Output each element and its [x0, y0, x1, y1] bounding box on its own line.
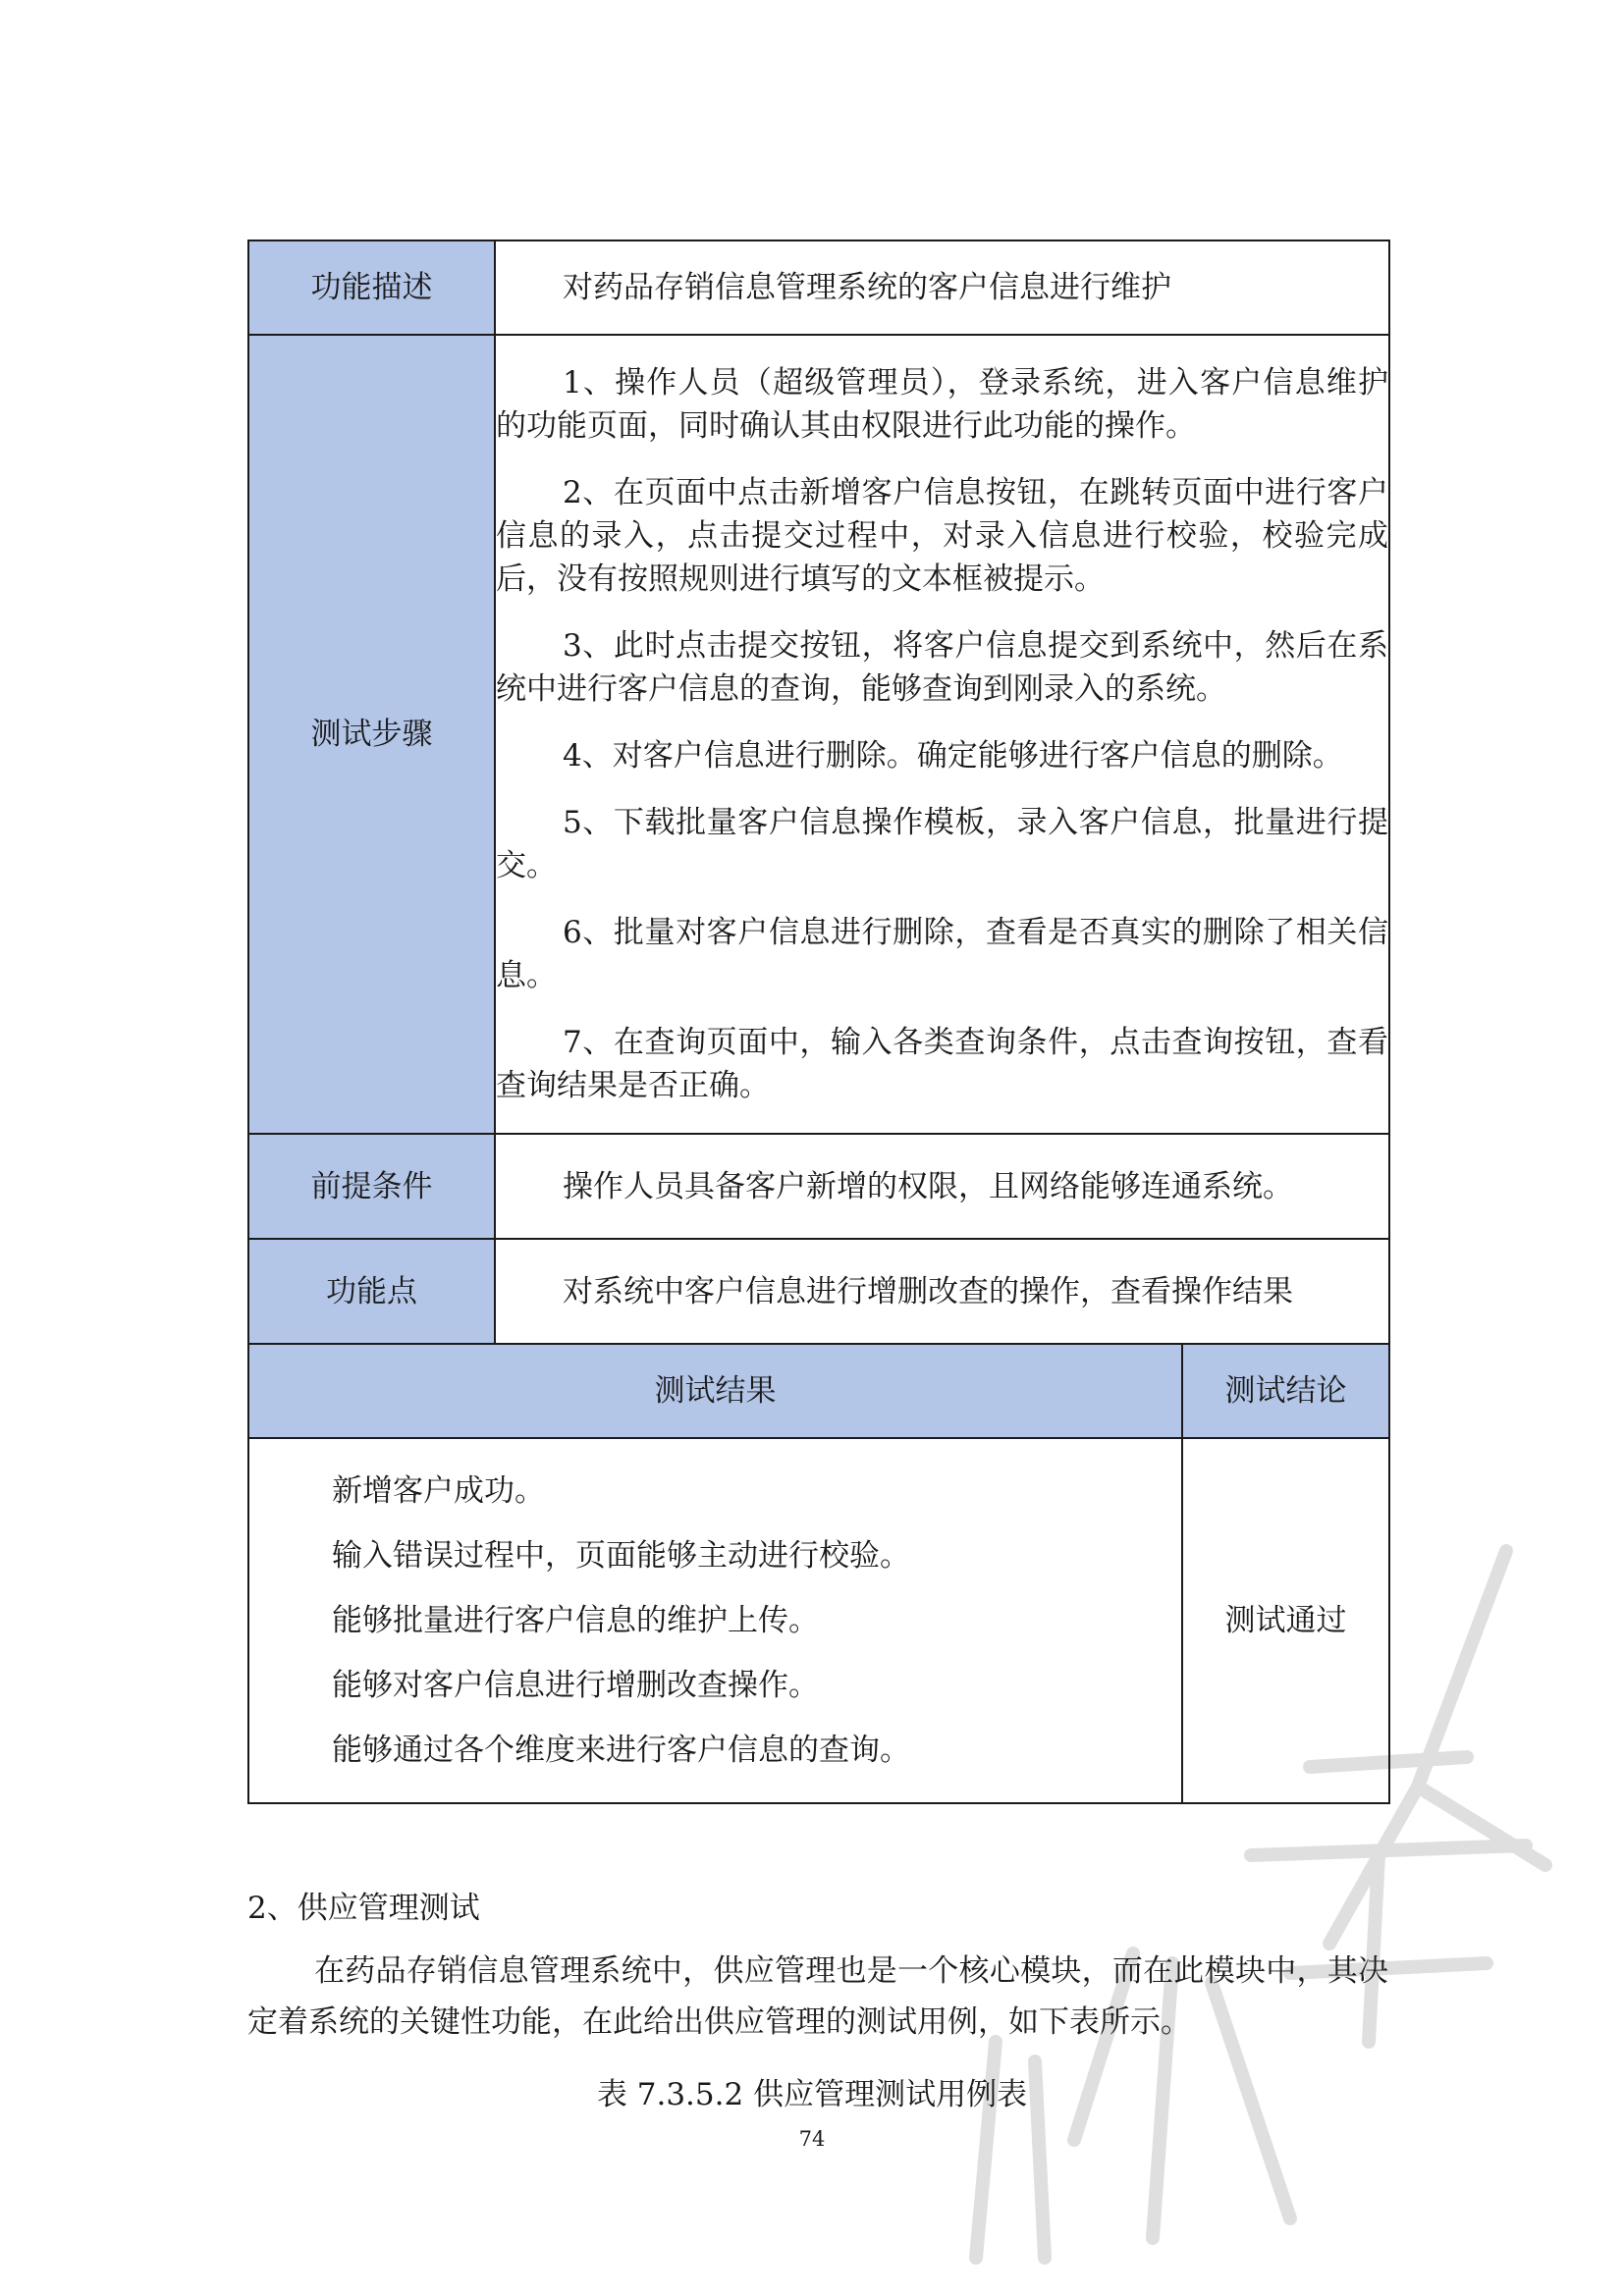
- test-step: 7、在查询页面中，输入各类查询条件，点击查询按钮，查看查询结果是否正确。: [496, 1025, 1388, 1103]
- row-label-precondition: 前提条件: [248, 1134, 495, 1239]
- test-step: 1、操作人员（超级管理员），登录系统，进入客户信息维护的功能页面，同时确认其由权限进行此功能的操作。: [496, 365, 1388, 444]
- function-point-text: 对系统中客户信息进行增删改查的操作，查看操作结果: [563, 1273, 1293, 1309]
- row-label-function-description: 功能描述: [248, 240, 495, 335]
- result-item: 能够通过各个维度来进行客户信息的查询。: [332, 1733, 910, 1768]
- section-title: 2、供应管理测试: [247, 1891, 480, 1926]
- body-paragraph: 在药品存销信息管理系统中，供应管理也是一个核心模块，而在此模块中，其决定着系统的关键性功能，在此给出供应管理的测试用例，如下表所示。: [247, 1953, 1388, 2040]
- function-description-text: 对药品存销信息管理系统的客户信息进行维护: [563, 270, 1171, 305]
- test-step: 6、批量对客户信息进行删除，查看是否真实的删除了相关信息。: [496, 915, 1388, 993]
- table-row: [248, 1344, 1389, 1438]
- table-row: [248, 1239, 1389, 1344]
- table-caption: 表 7.3.5.2 供应管理测试用例表: [596, 2077, 1028, 2112]
- conclusion-value: 测试通过: [1182, 1438, 1389, 1803]
- result-item: 输入错误过程中，页面能够主动进行校验。: [332, 1538, 910, 1574]
- table-row: [248, 1134, 1389, 1239]
- precondition-text: 操作人员具备客户新增的权限，且网络能够连通系统。: [563, 1168, 1293, 1204]
- result-item: 能够批量进行客户信息的维护上传。: [332, 1603, 819, 1638]
- test-step: 3、此时点击提交按钮，将客户信息提交到系统中，然后在系统中进行客户信息的查询，能够查询到刚录入的系统。: [496, 628, 1388, 707]
- test-case-table: [247, 240, 1390, 1804]
- result-item: 能够对客户信息进行增删改查操作。: [332, 1668, 819, 1703]
- table-row: [248, 1438, 1389, 1803]
- result-header: 测试结果: [248, 1344, 1182, 1438]
- page-number: 74: [798, 2127, 826, 2151]
- results-cell: [248, 1438, 1182, 1803]
- result-item: 新增客户成功。: [332, 1473, 545, 1509]
- test-step: 2、在页面中点击新增客户信息按钮，在跳转页面中进行客户信息的录入，点击提交过程中，对录入信息进行校验，校验完成后，没有按照规则进行填写的文本框被提示。: [496, 475, 1388, 597]
- test-step: 5、下载批量客户信息操作模板，录入客户信息，批量进行提交。: [496, 805, 1388, 883]
- row-label-function-point: 功能点: [248, 1239, 495, 1344]
- table-row: [248, 240, 1389, 335]
- test-step: 4、对客户信息进行删除。确定能够进行客户信息的删除。: [563, 738, 1343, 774]
- conclusion-header: 测试结论: [1182, 1344, 1389, 1438]
- test-steps-cell: [495, 335, 1389, 1134]
- table-row: [248, 335, 1389, 1134]
- row-label-test-steps: 测试步骤: [248, 335, 495, 1134]
